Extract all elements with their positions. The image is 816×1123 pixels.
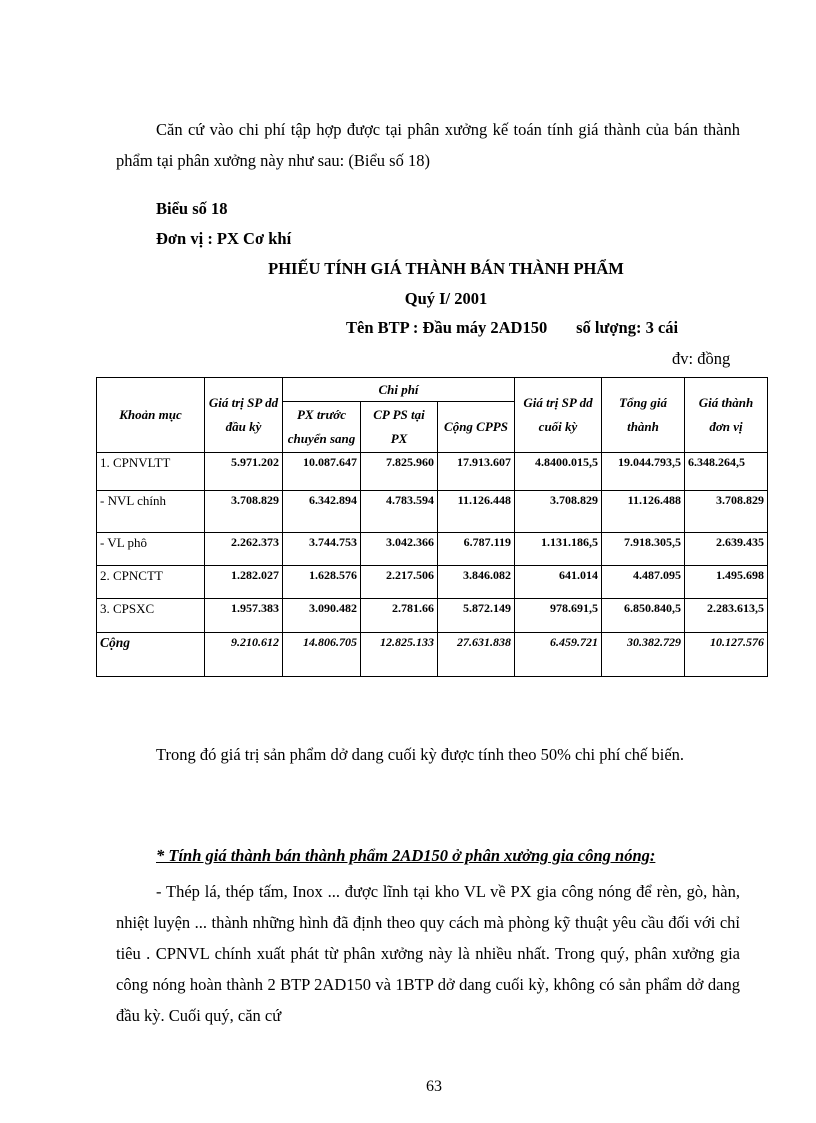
- header-row-1: [97, 378, 768, 402]
- row-unit-cost: 2.283.613,5: [685, 599, 768, 633]
- row-incurred: 2.781.66: [361, 599, 438, 633]
- period-label: Quý I/ 2001: [404, 289, 488, 308]
- row-total-incurred: 11.126.448: [438, 491, 515, 533]
- row-opening: 2.262.373: [205, 533, 283, 566]
- sheet-title: PHIẾU TÍNH GIÁ THÀNH BÁN THÀNH PHẨM: [268, 259, 624, 278]
- header-opening: Giá trị SP dd đầu kỳ: [205, 378, 283, 453]
- row-opening: 9.210.612: [205, 633, 283, 677]
- row-total-incurred: 27.631.838: [438, 633, 515, 677]
- row-closing: 978.691,5: [515, 599, 602, 633]
- row-transferred: 10.087.647: [283, 453, 361, 491]
- row-transferred: 3.090.482: [283, 599, 361, 633]
- row-total-incurred: 6.787.119: [438, 533, 515, 566]
- note-paragraph: Trong đó giá trị sản phẩm dở dang cuối kỳ được tính theo 50% chi phí chế biến.: [156, 745, 685, 764]
- table-row: [97, 533, 768, 566]
- header-costs-group: Chi phí: [283, 378, 515, 402]
- row-transferred: 6.342.894: [283, 491, 361, 533]
- row-unit-cost: 2.639.435: [685, 533, 768, 566]
- header-total-cost: Tổng giá thành: [602, 378, 685, 453]
- row-item: 1. CPNVLTT: [97, 453, 205, 491]
- row-total-cost: 6.850.840,5: [602, 599, 685, 633]
- table-row: [97, 599, 768, 633]
- row-closing: 6.459.721: [515, 633, 602, 677]
- row-transferred: 14.806.705: [283, 633, 361, 677]
- header-unit-cost: Giá thành đơn vị: [685, 378, 768, 453]
- intro-paragraph: Căn cứ vào chi phí tập hợp được tại phân xưởng kế toán tính giá thành của bán thành phẩm tại phân xưởng này như sau: (Biểu số 18): [116, 120, 740, 170]
- row-total-cost: 11.126.488: [602, 491, 685, 533]
- section-title: * Tính giá thành bán thành phẩm 2AD150 ở phân xưởng gia công nóng:: [156, 846, 656, 865]
- row-incurred: 7.825.960: [361, 453, 438, 491]
- header-total-incurred: Cộng CPPS: [438, 402, 515, 453]
- section-body: - Thép lá, thép tấm, Inox ... được lĩnh tại kho VL về PX gia công nóng để rèn, gò, hàn, nhiệt luyện ... thành những hình đã định theo quy cách mà phòng kỹ thuật yêu cầu đối với chỉ tiêu . CPNVL chính xuất phát từ phân xưởng này là nhiều nhất. Trong quý, phân xưởng gia công nóng hoàn thành 2 BTP 2AD150 và 1BTP dở dang cuối kỳ, không có sản phẩm dở dang đầu kỳ. Cuối quý, căn cứ: [116, 882, 740, 1025]
- form-label: Biểu số 18: [156, 199, 228, 218]
- row-incurred: 2.217.506: [361, 566, 438, 599]
- currency-unit: đv: đồng: [672, 349, 731, 368]
- row-incurred: 12.825.133: [361, 633, 438, 677]
- row-item: Cộng: [97, 633, 205, 677]
- row-total-cost: 7.918.305,5: [602, 533, 685, 566]
- header-closing: Giá trị SP dd cuối kỳ: [515, 378, 602, 453]
- row-item: 3. CPSXC: [97, 599, 205, 633]
- row-opening: 1.282.027: [205, 566, 283, 599]
- row-transferred: 3.744.753: [283, 533, 361, 566]
- table-row-total: [97, 633, 768, 677]
- row-total-cost: 19.044.793,5: [602, 453, 685, 491]
- cost-sheet-table: [96, 377, 768, 677]
- page-number: 63: [426, 1078, 442, 1095]
- product-name: Tên BTP : Đầu máy 2AD150: [346, 318, 548, 337]
- row-closing: 1.131.186,5: [515, 533, 602, 566]
- row-unit-cost: 6.348.264,5: [685, 453, 768, 491]
- row-unit-cost: 10.127.576: [685, 633, 768, 677]
- row-transferred: 1.628.576: [283, 566, 361, 599]
- unit-label: Đơn vị : PX Cơ khí: [156, 229, 292, 248]
- table-row: [97, 566, 768, 599]
- table-row: [97, 453, 768, 491]
- header-incurred: CP PS tại PX: [361, 402, 438, 453]
- table-row: [97, 491, 768, 533]
- row-opening: 5.971.202: [205, 453, 283, 491]
- row-total-incurred: 17.913.607: [438, 453, 515, 491]
- row-total-incurred: 5.872.149: [438, 599, 515, 633]
- row-total-cost: 4.487.095: [602, 566, 685, 599]
- row-incurred: 4.783.594: [361, 491, 438, 533]
- product-line: [346, 318, 678, 338]
- row-total-cost: 30.382.729: [602, 633, 685, 677]
- row-unit-cost: 1.495.698: [685, 566, 768, 599]
- row-closing: 4.8400.015,5: [515, 453, 602, 491]
- row-closing: 641.014: [515, 566, 602, 599]
- row-unit-cost: 3.708.829: [685, 491, 768, 533]
- row-item: 2. CPNCTT: [97, 566, 205, 599]
- row-item: - NVL chính: [97, 491, 205, 533]
- product-quantity: số lượng: 3 cái: [576, 318, 679, 337]
- row-incurred: 3.042.366: [361, 533, 438, 566]
- header-item: Khoản mục: [97, 378, 205, 453]
- row-item: - VL phô: [97, 533, 205, 566]
- row-opening: 3.708.829: [205, 491, 283, 533]
- header-transferred: PX trước chuyển sang: [283, 402, 361, 453]
- row-opening: 1.957.383: [205, 599, 283, 633]
- row-total-incurred: 3.846.082: [438, 566, 515, 599]
- row-closing: 3.708.829: [515, 491, 602, 533]
